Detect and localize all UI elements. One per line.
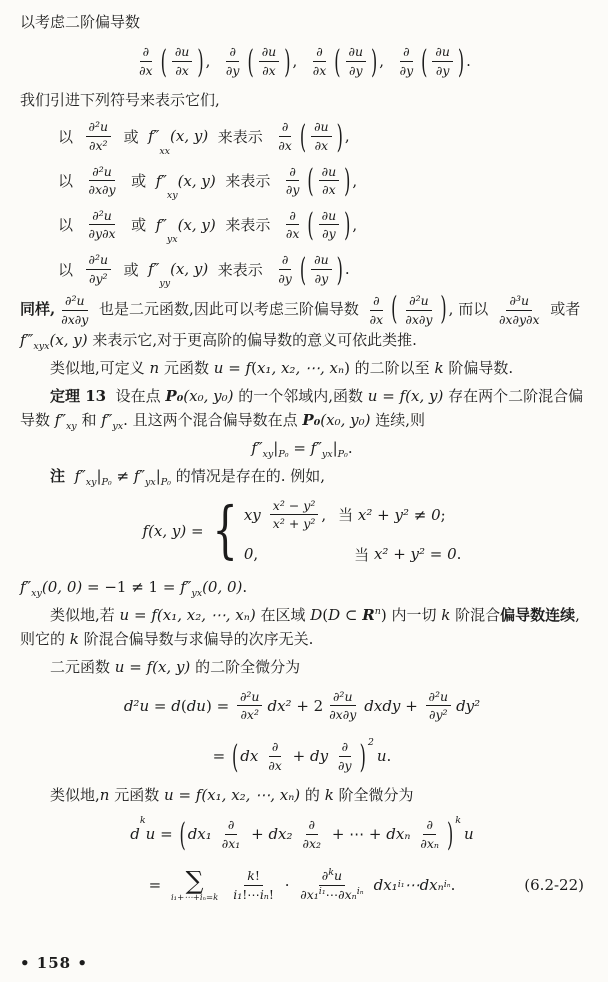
formula-d2u-operator-form: = ( dx ∂ ∂x + dy ∂ ∂y ) 2 u . xyxy=(212,737,392,776)
equation-number: (6.2-22) xyxy=(524,876,584,895)
paragraph-theorem-13: 定理 13 设在点 P₀(x₀, y₀) 的一个邻域内,函数 u = f(x, y) 存在两个二阶混合偏导数 $f''_{xy}$ 和 $f''_{yx}$. 且这两个混合偏导数在点 P₀(x₀, y₀) 连续,则 xyxy=(20,386,584,432)
formula-theorem-equality: f″ xy | P₀ = f″ yx | P₀ . xyxy=(251,438,353,460)
page-number: • 158 • xyxy=(20,954,88,972)
formula-piecewise-function xyxy=(20,495,584,567)
formula-notation-xx: 以 ∂²u ∂x² 或 f″ xx (x, y) 来表示 ∂ ∂x ( ∂u ∂x ) , xyxy=(58,117,350,157)
dku-sum-expression: = ∑ i₁+⋯+iₙ=k k! i₁!⋯iₙ! · ∂$^k$u ∂x₁$^{i_1}$⋯∂xₙ$^{i_n}$ dx₁ i₁ ⋯dxₙ iₙ . xyxy=(148,865,456,903)
paragraph-counterexample-values: $f''_{xy}(0$, $0) = -1 \ne 1 = f''_{yx}(0$, 0). xyxy=(20,577,248,599)
paragraph-k-order-mixed: 类似地,若 u = f(x₁, x₂, ⋯, xₙ) 在区域 D(D ⊂ $R^n$) 内一切 k 阶混合偏导数连续,则它的 k 阶混合偏导数与求偏导的次序无关. xyxy=(20,605,580,648)
paragraph-k-differential-intro: 类似地,n 元函数 u = f(x₁, x₂, ⋯, xₙ) 的 k 阶全微分为 xyxy=(50,786,414,805)
formula-d2u-expansion: d²u = d ( du ) = $\frac{\text{∂²u}}{\text{∂x²}}$ dx² + 2 ∂²u ∂x∂y dxdy + $\frac{\text{∂²u}}{\text{∂y²}}$ dy² xyxy=(123,688,481,723)
formula-dku-sum-form xyxy=(20,865,584,903)
paragraph-intro: 以考虑二阶偏导数 xyxy=(20,13,141,31)
formula-notation-xy: 以 ∂²u ∂x∂y 或 f″ xy (x, y) 来表示 ∂ ∂y ( ∂u ∂x ) , xyxy=(58,161,358,201)
paragraph-note: 注 $f''_{xy}|_{P_0} \ne f''_{yx}|_{P_0}$ 的情况是存在的. 例如, xyxy=(50,466,326,488)
paragraph-notation-intro: 我们引进下列符号来表示它们, xyxy=(20,91,220,110)
piecewise-lhs: f(x, y) = xyxy=(142,522,209,541)
piecewise-cases xyxy=(244,498,462,565)
formula-dku-operator-form: d k u = ( dx₁ ∂ ∂x₁ + dx₂ ∂ ∂x₂ + ⋯ + dxₙ ∂ ∂xₙ ) k u xyxy=(130,815,474,854)
paragraph-second-differential-intro: 二元函数 u = f(x, y) 的二阶全微分为 xyxy=(50,657,301,676)
formula-notation-yy: 以 ∂²u ∂y² 或 f″ yy (x, y) 来表示 ∂ ∂y ( ∂u ∂y ) . xyxy=(58,250,350,290)
formula-notation-yx: 以 ∂²u ∂y∂x 或 f″ yx (x, y) 来表示 ∂ ∂x ( ∂u ∂y ) , xyxy=(58,205,358,245)
piecewise-case-zero: 0 , 当 x² + y² = 0 . xyxy=(243,545,462,564)
paragraph-n-variable-derivatives: 类似地,可定义 n 元函数 u = f(x₁, x₂, ⋯, xₙ) 的二阶以至 k 阶偏导数. xyxy=(50,358,514,377)
piecewise-case-nonzero: xy x² − y² x² + y² , 当 x² + y² ≠ 0 ; xyxy=(243,497,446,532)
paragraph-third-order: 同样, $\frac{\text{∂²u}}{\partial x\partial y}$ 也是二元函数,因此可以考虑三阶偏导数 ∂ ∂x ( $\frac{\text{∂²u}}{\partial x\partial y}$ ) , 而以 $\frac{\text{∂³u}}{\partial x\partial y\partial x}$ 或者 $f‴_{xyx}(x$, y) 来表示它,对于更高阶的偏导数的意义可依此类推. xyxy=(20,289,586,352)
formula-second-partials-row: ∂ ∂x ( ∂u ∂x ) , ∂ ∂y ( ∂u ∂x ) , ∂ ∂x ( ∂u ∂y ) , ∂ ∂y ( ∂u ∂y ) . xyxy=(139,42,471,81)
left-brace: { xyxy=(212,495,238,567)
